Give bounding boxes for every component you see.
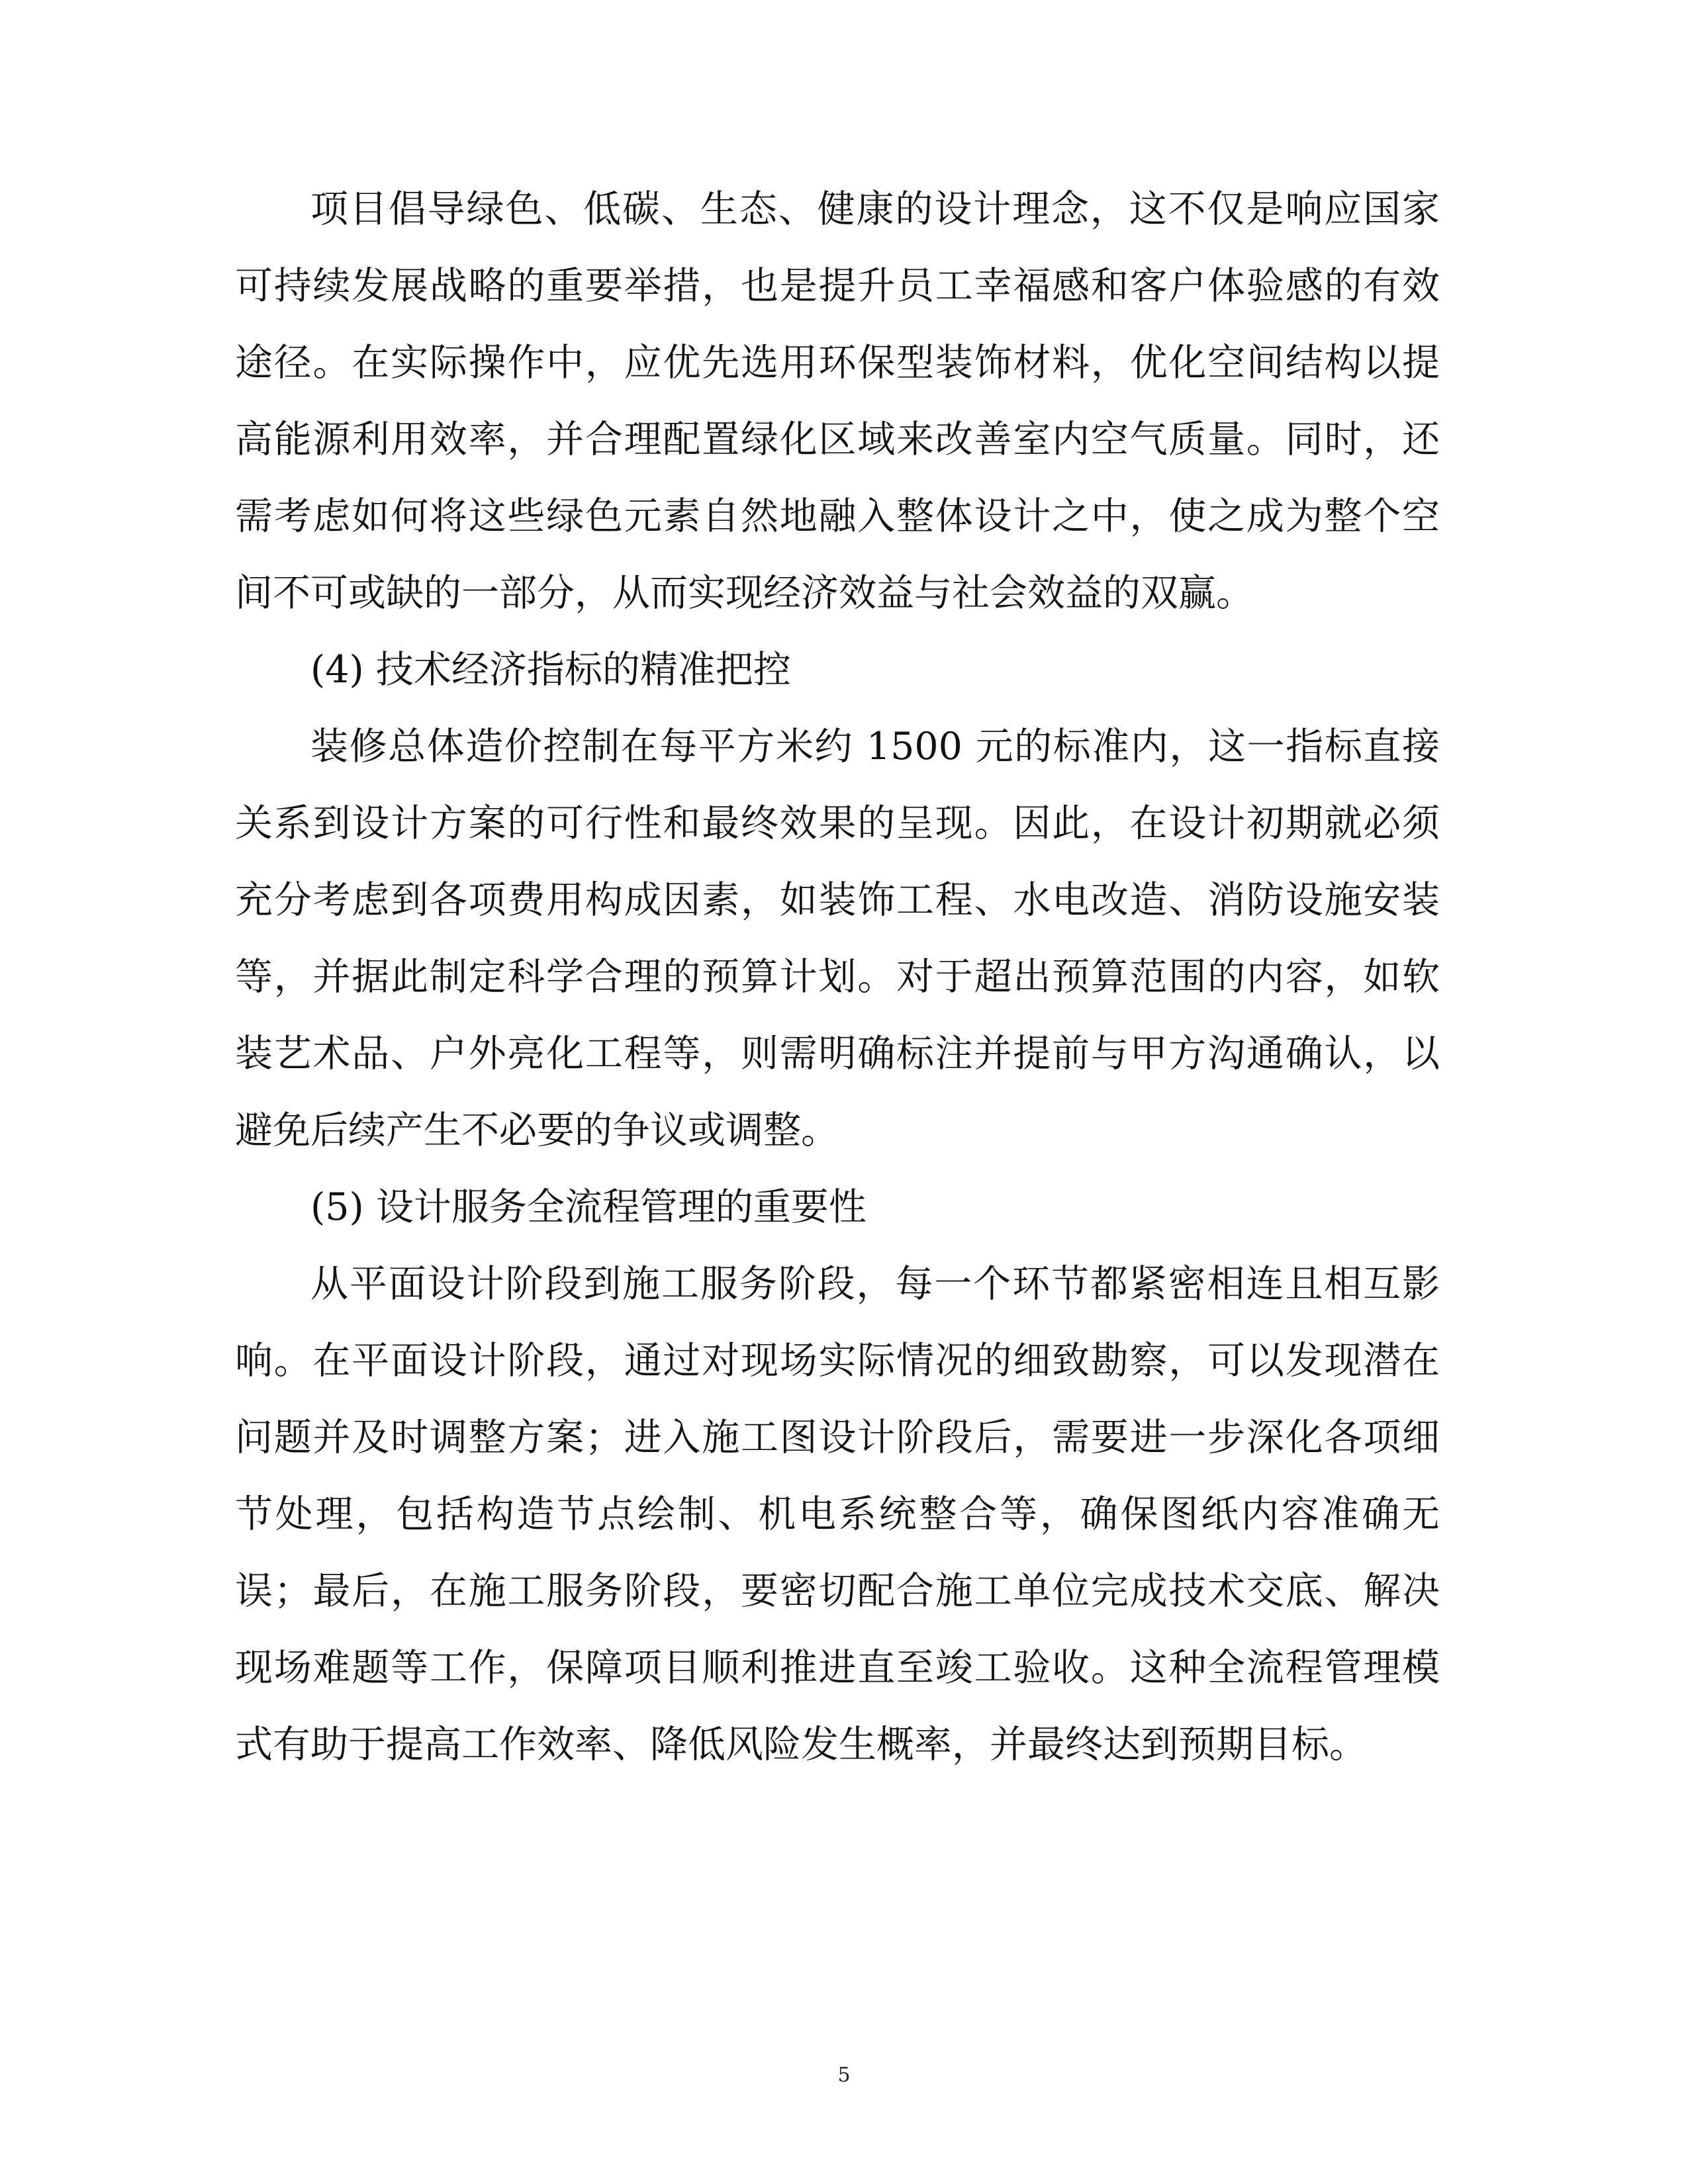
paragraph-cost-control: 装修总体造价控制在每平方米约 1500 元的标准内，这一指标直接关系到设计方案的可行性和最终效果的呈现。因此，在设计初期就必须充分考虑到各项费用构成因素，如装饰工程、水电改造、消防设施安装等，并据此制定科学合理的预算计划。对于超出预算范围的内容，如软装艺术品、户外亮化工程等，则需明确标注并提前与甲方沟通确认，以避免后续产生不必要的争议或调整。 (235, 725, 1440, 1152)
section-heading-5: (5) 设计服务全流程管理的重要性 (310, 1185, 867, 1229)
paragraph-process-management: 从平面设计阶段到施工服务阶段，每一个环节都紧密相连且相互影响。在平面设计阶段，通过对现场实际情况的细致勘察，可以发现潜在问题并及时调整方案；进入施工图设计阶段后，需要进一步深化各项细节处理，包括构造节点绘制、机电系统整合等，确保图纸内容准确无误；最后，在施工服务阶段，要密切配合施工单位完成技术交底、解决现场难题等工作，保障项目顺利推进直至竣工验收。这种全流程管理模式有助于提高工作效率、降低风险发生概率，并最终达到预期目标。 (235, 1262, 1440, 1766)
page-number: 5 (837, 2064, 851, 2087)
document-body (235, 171, 1440, 1783)
section-heading-4: (4) 技术经济指标的精准把控 (310, 648, 791, 692)
paragraph-green-design: 项目倡导绿色、低碳、生态、健康的设计理念，这不仅是响应国家可持续发展战略的重要举措，也是提升员工幸福感和客户体验感的有效途径。在实际操作中，应优先选用环保型装饰材料，优化空间结构以提高能源利用效率，并合理配置绿化区域来改善室内空气质量。同时，还需考虑如何将这些绿色元素自然地融入整体设计之中，使之成为整个空间不可或缺的一部分，从而实现经济效益与社会效益的双赢。 (235, 187, 1440, 615)
